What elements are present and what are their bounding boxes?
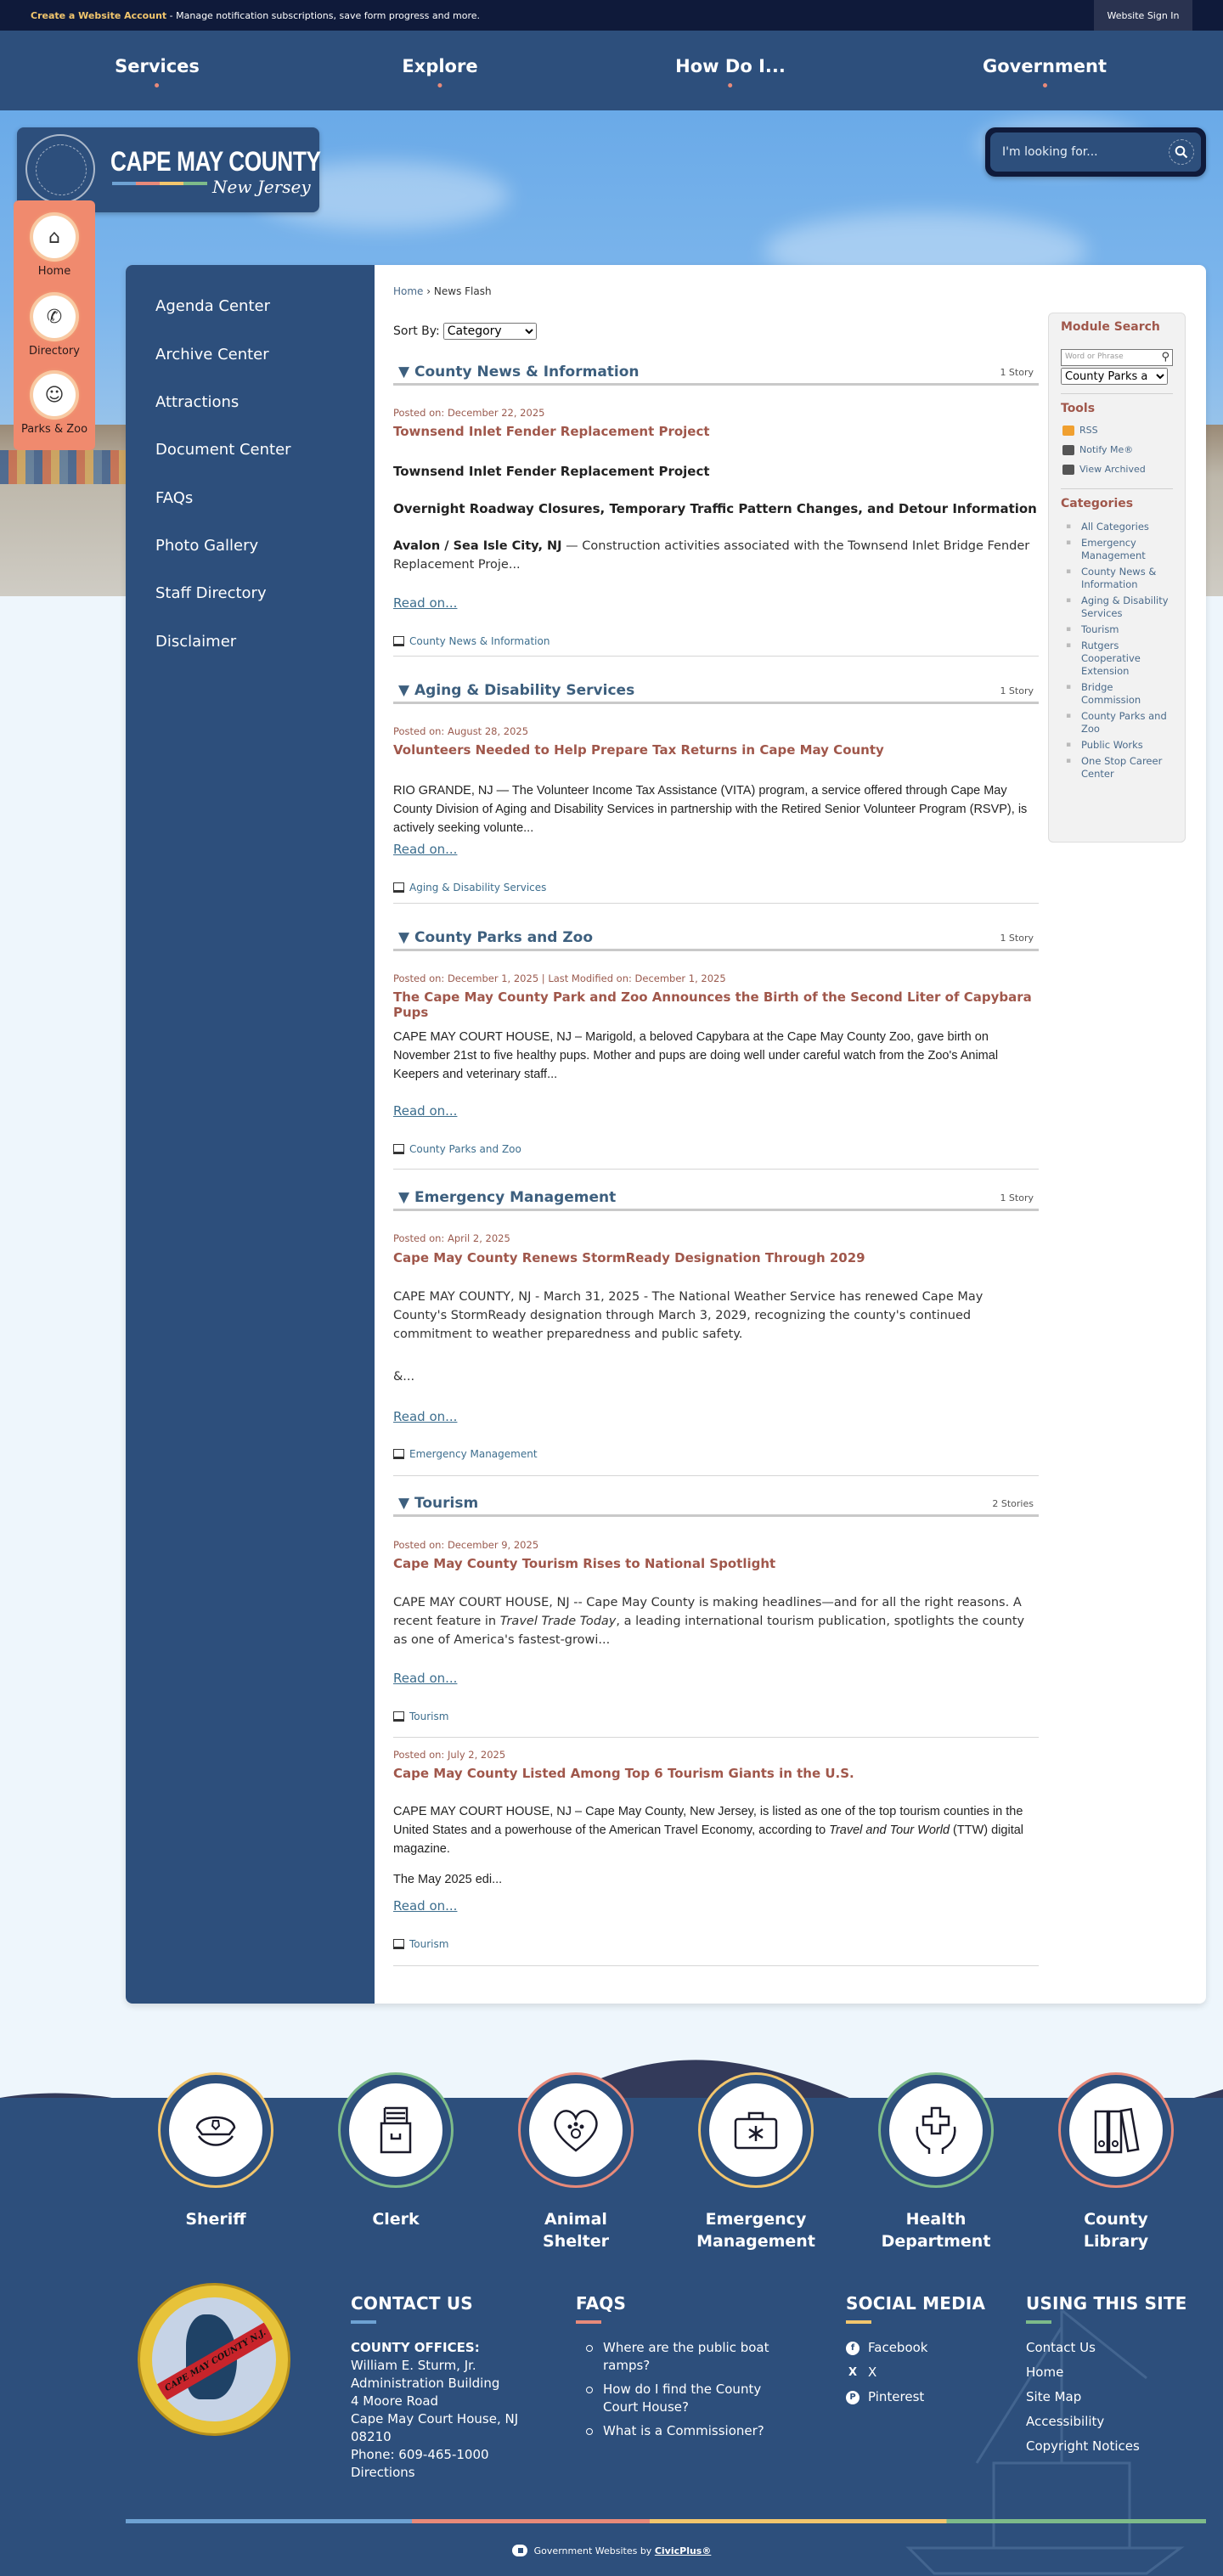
tools-title: Tools [1061,402,1096,415]
posted-date: Posted on: December 22, 2025 [393,407,545,419]
sort-label: Sort By: [393,324,440,338]
category-name: ▼ County News & Information [398,364,640,380]
tool-view-archived[interactable] [1062,464,1146,475]
civicplus-logo-icon [512,2545,527,2556]
breadcrumb-current: News Flash [433,285,492,297]
faq-link[interactable]: How do I find the County Court House? [584,2381,797,2416]
service-ring [158,2072,273,2188]
contact-line: 08210 [351,2429,392,2444]
article-body: — Construction activities associated with the Townsend Inlet Bridge Fender Replacement Proje... [393,539,1030,572]
hands-cross-icon [889,2083,983,2177]
seal-banner: CAPE MAY COUNTY N.J. [152,2317,276,2405]
leftnav-faqs[interactable]: FAQs [155,489,194,507]
envelope-icon [1062,445,1074,455]
content-card [126,265,1206,2004]
tool-rss[interactable] [1062,425,1098,436]
category-title: Aging & Disability Services [414,682,635,699]
nav-dot [155,83,160,87]
social-x[interactable] [846,2364,985,2382]
nav-dot [438,83,442,87]
article-summary-cont: The May 2025 edi... [393,1873,503,1886]
logo-title: CAPE MAY COUNTY [110,146,321,177]
service-ring [878,2072,994,2188]
read-on-link[interactable]: Read on... [393,842,458,857]
article-body: , a leading international tourism publication, spotlights the county as one of America's fastest-growi... [393,1615,1025,1647]
main-nav [0,31,1223,110]
service-county-library[interactable] [1057,2072,1175,2252]
faq-list [576,2339,797,2440]
service-health-department[interactable] [876,2072,995,2252]
nav-government[interactable] [983,56,1107,87]
read-on-link[interactable]: Read on... [393,595,458,611]
category-link[interactable]: ▪ All Categories [1062,521,1173,533]
tag-label: Emergency Management [409,1448,538,1460]
footer-faqs [576,2293,797,2446]
footer-link-site-map[interactable]: Site Map [1026,2389,1082,2404]
nav-services[interactable] [115,56,200,87]
breadcrumb-separator: › [426,285,431,297]
posted-date: Posted on: December 1, 2025 | Last Modified on: December 1, 2025 [393,972,726,984]
service-animal-shelter[interactable] [516,2072,635,2252]
article-tag[interactable] [393,1448,538,1460]
beach-huts [0,450,127,484]
service-label: Clerk [372,2210,420,2229]
article-title[interactable]: Cape May County Renews StormReady Designation Through 2029 [393,1250,865,1265]
faq-link[interactable]: What is a Commissioner? [584,2422,797,2440]
breadcrumb-home[interactable]: Home [393,285,424,297]
category-link[interactable]: ▪ Public Works [1062,739,1173,752]
leftnav-archive-center[interactable]: Archive Center [155,346,269,364]
quicklink-parks-zoo[interactable] [14,374,95,436]
category-title: County News & Information [414,364,640,380]
leftnav-agenda-center[interactable]: Agenda Center [155,297,270,315]
quick-links [14,200,95,450]
footer-heading: USING THIS SITE [1026,2293,1187,2314]
article-summary-cont: &... [393,1370,415,1384]
seal-inner [152,2297,276,2421]
read-on-link[interactable]: Read on... [393,1103,458,1119]
category-name: ▼ Aging & Disability Services [398,682,635,699]
service-clerk[interactable] [336,2072,455,2230]
category-name: ▼ Tourism [398,1495,479,1512]
search-box [990,132,1201,172]
sort-select[interactable] [443,323,537,340]
nav-label: How Do I... [675,56,786,76]
category-link[interactable]: ▪ Rutgers Cooperative Extension [1062,640,1173,678]
article-summary: CAPE MAY COUNTY, NJ - March 31, 2025 - The National Weather Service has renewed Cape May County's StormReady designation through March 3, 2029, recognizing the county's continued commitment to weather preparedness and public safety. [393,1290,983,1341]
account-banner [31,10,480,21]
service-ring [1058,2072,1174,2188]
file-box-icon [349,2083,442,2177]
heading-accent [351,2320,376,2324]
category-link[interactable]: ▪ Bridge Commission [1062,681,1173,707]
category-title: County Parks and Zoo [414,929,594,946]
divider [1061,393,1173,394]
archive-icon [1062,465,1074,475]
book-icon [393,1939,404,1949]
logo-subtitle: New Jersey [212,177,311,197]
footer-link-accessibility[interactable]: Accessibility [1026,2414,1105,2429]
logo-stripe [112,182,207,185]
category-link[interactable]: ▪ Emergency Management [1062,537,1173,562]
article-tag[interactable] [393,882,546,893]
publication-name: Travel and Tour World [829,1823,950,1837]
category-link[interactable]: ▪ County News & Information [1062,566,1173,591]
article-tag[interactable] [393,1938,448,1950]
tool-notify-me[interactable] [1062,444,1133,455]
directions-link[interactable]: Directions [351,2465,415,2480]
quicklink-label: Parks & Zoo [20,423,88,436]
divider [393,1737,1039,1738]
leftnav-staff-directory[interactable]: Staff Directory [155,584,267,602]
leftnav-disclaimer[interactable]: Disclaimer [155,633,237,651]
leftnav-photo-gallery[interactable]: Photo Gallery [155,537,259,555]
search-button[interactable] [1169,139,1194,165]
social-label: X [868,2365,877,2380]
social-facebook[interactable] [846,2339,985,2357]
article-tag[interactable] [393,1711,448,1722]
article-tag[interactable] [393,1143,521,1155]
category-header[interactable] [393,929,1039,951]
civicplus-link[interactable]: CivicPlus® [654,2545,712,2556]
county-seal-logo [138,2283,290,2436]
book-icon [393,1449,404,1459]
article-summary: CAPE MAY COURT HOUSE, NJ – Marigold, a beloved Capybara at the Cape May County Zoo, gave birth on November 21st to five healthy pups. Mother and pups are doing well under careful watch from the Zoo's Animal Keepers and veterinary staff... [393,1030,999,1081]
county-seal-icon [25,134,95,204]
heading-accent [846,2320,871,2324]
search-icon [1175,145,1188,159]
service-label: Animal Shelter [543,2210,609,2251]
article-body: CAPE MAY COURT HOUSE, NJ – Cape May County, New Jersey, is listed as one of the top tourism counties in the United States and a powerhouse of the American Travel Economy, according to [393,1805,1023,1837]
tool-label: Notify Me® [1079,444,1134,455]
story-count: 1 Story [1000,933,1034,944]
footer-heading: SOCIAL MEDIA [846,2293,986,2314]
service-emergency-management[interactable] [696,2072,815,2252]
category-link[interactable]: ▪ Tourism [1062,623,1173,636]
divider [393,1475,1039,1476]
leftnav-document-center[interactable]: Document Center [155,441,291,459]
contact-label: COUNTY OFFICES: [351,2340,480,2355]
posted-date: Posted on: July 2, 2025 [393,1749,506,1761]
social-label: Facebook [868,2340,928,2355]
search-input[interactable] [1002,143,1155,161]
footer-using-this-site [1026,2293,1187,2462]
service-label: Sheriff [185,2210,246,2229]
top-bar [0,0,1223,31]
read-on-link[interactable]: Read on... [393,1898,458,1914]
service-label: Emergency Management [696,2210,815,2251]
nav-how-do-i[interactable] [675,56,786,87]
article-subheading: Townsend Inlet Fender Replacement Project [393,464,710,479]
social-pinterest[interactable] [846,2388,985,2406]
account-description: - Manage notification subscriptions, save form progress and more. [166,9,481,21]
leftnav-attractions[interactable]: Attractions [155,393,240,411]
tool-label: View Archived [1079,464,1146,475]
heading-accent [576,2320,601,2324]
footer-contact [351,2293,518,2482]
pinterest-icon: P [846,2391,859,2404]
article-lead: Avalon / Sea Isle City, NJ [393,539,562,553]
category-title: Tourism [414,1495,479,1512]
contact-line: William E. Sturm, Jr. [351,2358,476,2373]
article-summary [393,1593,1039,1649]
read-on-link[interactable]: Read on... [393,1671,458,1686]
article-title[interactable]: Cape May County Listed Among Top 6 Tourism Giants in the U.S. [393,1766,854,1781]
book-icon [393,882,404,893]
article-summary [393,1802,1039,1858]
binders-icon [1069,2083,1163,2177]
category-select[interactable] [1061,368,1168,385]
category-name: ▼ Emergency Management [398,1189,617,1206]
article-subheading: Overnight Roadway Closures, Temporary Traffic Pattern Changes, and Detour Information [393,501,1037,516]
category-header[interactable] [393,1495,1039,1517]
footer-heading: FAQS [576,2293,627,2314]
search-placeholder: Word or Phrase [1065,352,1124,361]
tag-label: County Parks and Zoo [409,1143,521,1155]
service-label: County Library [1083,2210,1149,2251]
article-summary [393,537,1039,574]
tool-label: RSS [1079,425,1098,436]
divider [393,1965,1039,1966]
divider [393,656,1039,657]
tag-label: County News & Information [409,635,550,647]
category-list [1062,521,1173,784]
civicplus-credit [0,2545,1223,2556]
module-sidebar [1048,313,1186,843]
create-account-link[interactable]: Create a Website Account [31,9,167,21]
quicklink-label: Directory [29,345,80,358]
article-title[interactable]: Cape May County Tourism Rises to National Spotlight [393,1556,776,1571]
story-count: 1 Story [1000,1192,1034,1203]
article-body: (TTW) digital magazine. [393,1823,1024,1856]
category-link[interactable]: ▪ County Parks and Zoo [1062,710,1173,736]
credit-text: Government Websites by [533,2545,655,2556]
footer-link-contact-us[interactable]: Contact Us [1026,2340,1096,2355]
book-icon [393,1144,404,1154]
contact-phone: Phone: 609-465-1000 [351,2447,489,2462]
posted-date: Posted on: August 28, 2025 [393,725,529,737]
contact-line: Cape May Court House, NJ [351,2411,519,2427]
category-link[interactable]: ▪ Aging & Disability Services [1062,595,1173,620]
contact-line: Administration Building [351,2376,500,2391]
service-sheriff[interactable] [156,2072,275,2230]
footer-link-copyright[interactable]: Copyright Notices [1026,2438,1140,2454]
story-count: 2 Stories [992,1498,1034,1509]
site-search [985,127,1206,177]
breadcrumb [393,285,492,297]
publication-name: Travel Trade Today [499,1615,617,1628]
heart-paw-icon [529,2083,623,2177]
module-search-input[interactable] [1061,349,1173,366]
category-header[interactable] [393,1189,1039,1211]
article-summary: RIO GRANDE, NJ — The Volunteer Income Tax Assistance (VITA) program, a service offered through Cape May County Division of Aging and Disability Services in partnership with the Retired Senior Volunteer Program (RSVP), is actively seeking volunte... [393,784,1028,835]
facebook-icon: f [846,2342,859,2355]
nav-label: Services [115,56,200,76]
quicklink-label: Home [37,265,71,278]
book-icon [393,1711,404,1722]
category-link[interactable]: ▪ One Stop Career Center [1062,755,1173,781]
divider [1061,488,1173,489]
rss-icon [1062,426,1074,436]
category-header[interactable] [393,682,1039,704]
read-on-link[interactable]: Read on... [393,1409,458,1424]
sort-by [393,323,537,340]
first-aid-kit-icon [709,2083,803,2177]
quicklink-home[interactable] [14,216,95,278]
story-count: 1 Story [1000,367,1034,378]
article-title[interactable]: Volunteers Needed to Help Prepare Tax Returns in Cape May County [393,742,884,758]
service-label: Health Department [881,2210,991,2251]
article-title[interactable]: Townsend Inlet Fender Replacement Project [393,424,710,439]
footer-heading: CONTACT US [351,2293,473,2314]
home-icon: ⌂ [33,216,76,258]
service-ring [698,2072,814,2188]
website-sign-in-button[interactable]: Website Sign In [1094,0,1192,31]
quicklink-directory[interactable] [14,296,95,358]
tag-label: Tourism [409,1711,449,1722]
nav-label: Explore [402,56,478,76]
social-label: Pinterest [868,2389,925,2404]
category-header[interactable] [393,364,1039,386]
phone-icon: ✆ [33,296,76,338]
lion-icon: ☺ [33,374,76,416]
faq-link[interactable]: Where are the public boat ramps? [584,2339,797,2375]
site-logo[interactable] [17,127,319,212]
posted-date: Posted on: April 2, 2025 [393,1232,510,1244]
police-hat-icon [169,2083,262,2177]
module-search-title: Module Search [1061,320,1160,334]
nav-dot [1042,83,1046,87]
posted-date: Posted on: December 9, 2025 [393,1539,539,1551]
divider [393,903,1039,904]
footer-social [846,2293,985,2413]
x-icon: X [848,2366,858,2379]
nav-label: Government [982,56,1107,76]
service-ring [338,2072,454,2188]
search-icon[interactable]: ⚲ [1161,351,1169,364]
article-title[interactable]: The Cape May County Park and Zoo Announces the Birth of the Second Liter of Capybara Pups [393,989,1032,1020]
tag-label: Aging & Disability Services [409,882,547,893]
contact-line: 4 Moore Road [351,2393,439,2409]
tag-label: Tourism [409,1938,449,1950]
nav-explore[interactable] [402,56,477,87]
divider [393,1169,1039,1170]
article-body: CAPE MAY COURT HOUSE, NJ -- Cape May County is making headlines—and for all the right reasons. A recent feature in [393,1596,1022,1628]
story-count: 1 Story [1000,685,1034,696]
book-icon [393,636,404,646]
left-nav [126,265,375,2004]
nav-dot [728,83,732,87]
heading-accent [1026,2320,1051,2324]
article-tag[interactable] [393,635,550,647]
category-name: ▼ County Parks and Zoo [398,929,594,946]
footer-link-home[interactable]: Home [1026,2365,1064,2380]
category-title: Emergency Management [414,1189,617,1206]
categories-title: Categories [1061,497,1134,510]
footer-color-stripe [126,2519,1206,2523]
service-ring [518,2072,634,2188]
